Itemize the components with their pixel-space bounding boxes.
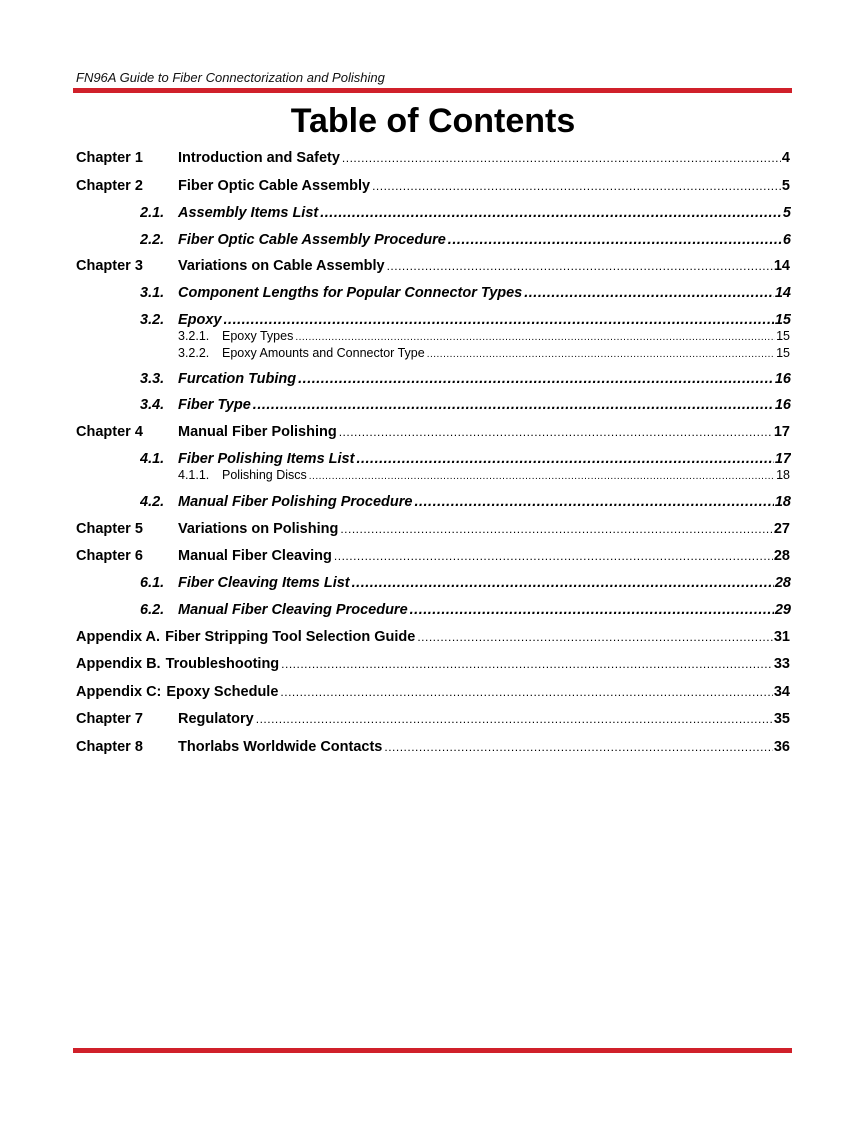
toc-entry-page: 16 — [774, 397, 791, 413]
toc-entry-number: 4.1. — [140, 451, 165, 467]
toc-entry-title: Fiber Polishing Items List — [178, 451, 355, 467]
toc-entry-title: Manual Fiber Cleaving Procedure — [178, 602, 408, 618]
dot-leader — [280, 685, 772, 699]
toc-entry-section[interactable] — [140, 312, 791, 328]
dot-leader — [372, 179, 781, 193]
toc-entry-title: Fiber Type — [178, 397, 251, 413]
toc-entry-section[interactable] — [140, 285, 791, 301]
toc-entry-title: Epoxy Types — [222, 329, 294, 343]
toc-entry-title: Fiber Stripping Tool Selection Guide — [165, 629, 416, 645]
toc-entry-page: 15 — [776, 329, 790, 343]
dot-leader — [320, 205, 782, 221]
dot-leader — [334, 549, 773, 563]
toc-entry-page: 28 — [773, 548, 790, 564]
toc-entry-number: 2.1. — [140, 205, 165, 221]
toc-entry-subsection[interactable] — [178, 346, 790, 360]
toc-entry-page: 33 — [773, 656, 790, 672]
dot-leader — [339, 425, 773, 439]
dot-leader — [309, 471, 775, 482]
toc-entry-title: Epoxy Schedule — [166, 684, 279, 700]
dot-leader — [281, 657, 773, 671]
toc-entry-page: 14 — [773, 258, 790, 274]
toc-entry-page: 17 — [774, 451, 791, 467]
toc-entry-section[interactable] — [140, 232, 791, 248]
toc-entry-number: 2.2. — [140, 232, 165, 248]
dot-leader — [342, 151, 781, 165]
toc-entry-page: 5 — [781, 178, 790, 194]
toc-entry-page: 15 — [776, 346, 790, 360]
toc-entry-title: Epoxy Amounts and Connector Type — [222, 346, 425, 360]
toc-entry-number: 4.2. — [140, 494, 165, 510]
toc-entry-chapter[interactable] — [76, 150, 790, 166]
toc-entry-number: Appendix A. — [76, 629, 161, 645]
toc-entry-page: 35 — [773, 711, 790, 727]
toc-entry-page: 6 — [782, 232, 791, 248]
dot-leader — [427, 349, 775, 360]
toc-entry-number: 3.3. — [140, 371, 165, 387]
toc-entry-number: Chapter 2 — [76, 178, 143, 194]
toc-entry-appendix[interactable] — [76, 684, 790, 700]
dot-leader — [224, 312, 774, 328]
toc-entry-section[interactable] — [140, 397, 791, 413]
toc-entry-title: Troubleshooting — [165, 656, 280, 672]
toc-entry-number: 3.2.1. — [178, 329, 210, 343]
toc-entry-title: Manual Fiber Polishing — [178, 424, 337, 440]
toc-entry-number: 6.1. — [140, 575, 165, 591]
toc-entry-page: 15 — [774, 312, 791, 328]
toc-entry-subsection[interactable] — [178, 468, 790, 482]
toc-entry-page: 18 — [774, 494, 791, 510]
toc-entry-page: 5 — [782, 205, 791, 221]
toc-entry-chapter[interactable] — [76, 739, 790, 755]
dot-leader — [256, 712, 773, 726]
toc-entry-number: 4.1.1. — [178, 468, 210, 482]
running-header: FN96A Guide to Fiber Connectorization and Polishing — [76, 70, 385, 85]
toc-entry-chapter[interactable] — [76, 521, 790, 537]
dot-leader — [352, 575, 774, 591]
toc-entry-number: 3.2.2. — [178, 346, 210, 360]
toc-entry-section[interactable] — [140, 451, 791, 467]
toc-entry-section[interactable] — [140, 602, 791, 618]
toc-entry-page: 36 — [773, 739, 790, 755]
dot-leader — [356, 451, 773, 467]
dot-leader — [417, 630, 773, 644]
toc-entry-chapter[interactable] — [76, 548, 790, 564]
toc-entry-page: 28 — [774, 575, 791, 591]
toc-entry-section[interactable] — [140, 575, 791, 591]
dot-leader — [414, 494, 773, 510]
toc-entry-title: Fiber Optic Cable Assembly Procedure — [178, 232, 446, 248]
dot-leader — [448, 232, 782, 248]
dot-leader — [295, 332, 775, 343]
toc-entry-title: Variations on Polishing — [178, 521, 339, 537]
toc-entry-title: Thorlabs Worldwide Contacts — [178, 739, 383, 755]
toc-entry-title: Manual Fiber Polishing Procedure — [178, 494, 413, 510]
dot-leader — [340, 522, 773, 536]
toc-entry-page: 17 — [773, 424, 790, 440]
toc-entry-page: 27 — [773, 521, 790, 537]
toc-entry-page: 29 — [774, 602, 791, 618]
toc-entry-number: 3.4. — [140, 397, 165, 413]
toc-entry-section[interactable] — [140, 494, 791, 510]
toc-entry-number: Chapter 5 — [76, 521, 143, 537]
dot-leader — [253, 397, 774, 413]
toc-entry-title: Assembly Items List — [178, 205, 319, 221]
toc-entry-title: Furcation Tubing — [178, 371, 297, 387]
toc-entry-title: Fiber Optic Cable Assembly — [178, 178, 371, 194]
dot-leader — [387, 259, 773, 273]
toc-entry-number: Appendix B. — [76, 656, 161, 672]
toc-entry-chapter[interactable] — [76, 711, 790, 727]
toc-entry-section[interactable] — [140, 371, 791, 387]
toc-entry-number: 3.2. — [140, 312, 165, 328]
toc-entry-chapter[interactable] — [76, 424, 790, 440]
toc-entry-title: Variations on Cable Assembly — [178, 258, 385, 274]
toc-entry-chapter[interactable] — [76, 178, 790, 194]
toc-entry-number: Appendix C: — [76, 684, 162, 700]
toc-entry-page: 18 — [776, 468, 790, 482]
toc-entry-number: Chapter 7 — [76, 711, 143, 727]
toc-entry-title: Manual Fiber Cleaving — [178, 548, 332, 564]
toc-entry-number: Chapter 3 — [76, 258, 143, 274]
toc-entry-section[interactable] — [140, 205, 791, 221]
toc-entry-page: 16 — [774, 371, 791, 387]
dot-leader — [524, 285, 774, 301]
toc-entry-number: Chapter 6 — [76, 548, 143, 564]
toc-entry-title: Regulatory — [178, 711, 254, 727]
toc-entry-title: Polishing Discs — [222, 468, 307, 482]
toc-entry-number: Chapter 1 — [76, 150, 143, 166]
toc-entry-page: 34 — [773, 684, 790, 700]
toc-entry-chapter[interactable] — [76, 258, 790, 274]
toc-entry-appendix[interactable] — [76, 629, 790, 645]
toc-entry-number: 3.1. — [140, 285, 165, 301]
toc-entry-page: 31 — [773, 629, 790, 645]
toc-entry-page: 4 — [781, 150, 790, 166]
toc-entry-title: Component Lengths for Popular Connector Types — [178, 285, 523, 301]
toc-entry-title: Fiber Cleaving Items List — [178, 575, 350, 591]
toc-entry-page: 14 — [774, 285, 791, 301]
toc-entry-number: Chapter 4 — [76, 424, 143, 440]
dot-leader — [410, 602, 774, 618]
toc-entry-number: 6.2. — [140, 602, 165, 618]
toc-entry-title: Introduction and Safety — [178, 150, 340, 166]
header-rule — [73, 88, 792, 93]
dot-leader — [384, 740, 773, 754]
toc-entry-subsection[interactable] — [178, 329, 790, 343]
toc-entry-number: Chapter 8 — [76, 739, 143, 755]
toc-entry-title: Epoxy — [178, 312, 222, 328]
page-title: Table of Contents — [290, 102, 576, 140]
dot-leader — [298, 371, 774, 387]
footer-rule — [73, 1048, 792, 1053]
toc-entry-appendix[interactable] — [76, 656, 790, 672]
